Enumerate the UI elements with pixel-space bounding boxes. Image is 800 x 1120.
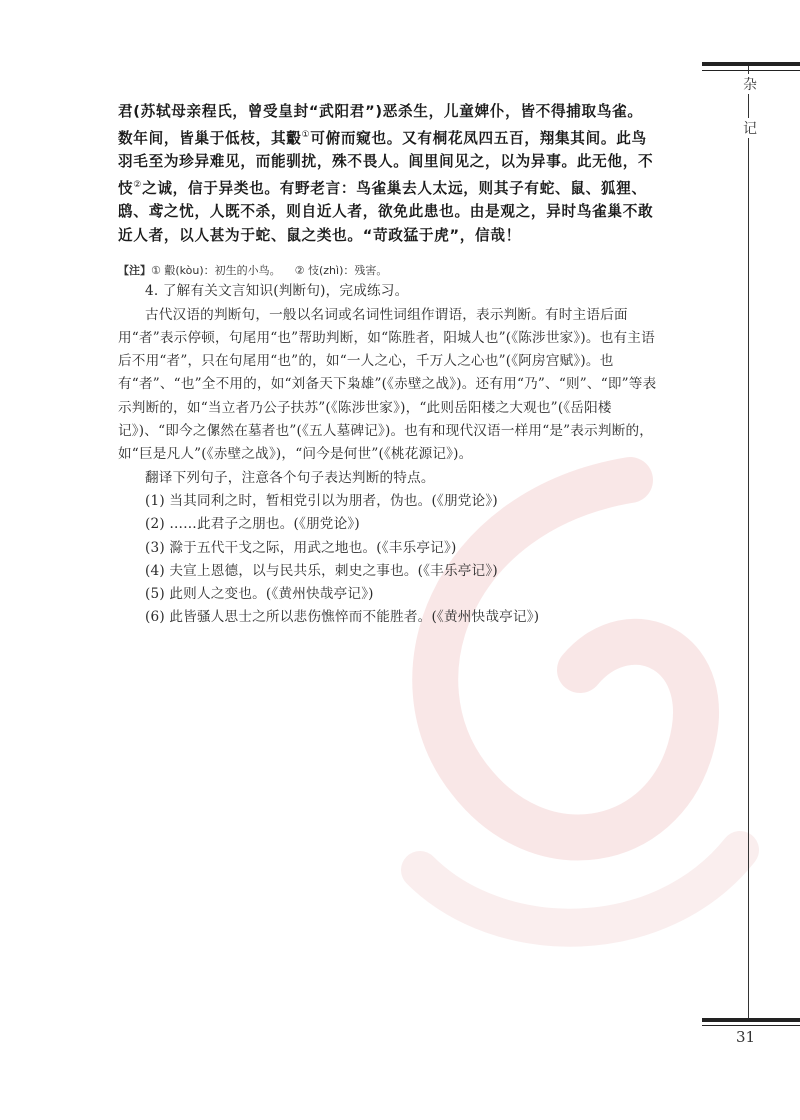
passage-text: 君(苏轼母亲程氏，曾受皇封“武阳君”)恶杀生，儿童婢仆，皆不得捕取鸟雀。数年间，皆巢于低枝，其鷇①可俯而窥也。又有桐花凤四五百，翔集其间。此鸟羽毛至为珍异难见，而能驯扰，殊不畏人。闾里间见之，以为异事。此无他，不忮②之诚，信于异类也。有野老言：鸟雀巢去人太远，则其子有蛇、鼠、狐狸、鸱、鸢之忧，人既不杀，则自近人者，欲免此患也。由是观之，异时鸟雀巢不敢近人者，以人甚为于蛇、鼠之类也。“苛政猛于虎”，信哉！ xyxy=(118,103,654,244)
exercise-section xyxy=(118,280,658,629)
note-1: ① 鷇(kòu)：初生的小鸟。 xyxy=(151,264,281,278)
note-2: ② 忮(zhì)：残害。 xyxy=(294,264,388,278)
note-ref-2: ② xyxy=(133,179,143,190)
margin-line xyxy=(748,66,749,1018)
exercise-instruction: 翻译下列句子，注意各个句子表达判断的特点。 xyxy=(145,469,435,486)
top-rule-thin xyxy=(702,70,800,71)
exercise-item: (2) ……此君子之朋也。(《朋党论》) xyxy=(145,516,360,533)
exercise-explanation: 古代汉语的判断句，一般以名词或名词性词组作谓语，表示判断。有时主语后面用“者”表示停顿，句尾用“也”帮助判断，如“陈胜者，阳城人也”(《陈涉世家》)。也有主语后不用“者”，只在句尾用“也”的，如“一人之心，千万人之心也”(《阿房宫赋》)。也有“者”、“也”全不用的，如“刘备天下枭雄”(《赤壁之战》)。还有用“乃”、“则”、“即”等表示判断的，如“当立者乃公子扶苏”(《陈涉世家》)，“此则岳阳楼之大观也”(《岳阳楼记》)、“即今之傫然在墓者也”(《五人墓碑记》)。也有和现代汉语一样用“是”表示判断的，如“巨是凡人”(《赤壁之战》)，“问今是何世”(《桃花源记》)。 xyxy=(118,306,657,463)
exercise-item: (4) 夫宣上恩德，以与民共乐，刺史之事也。(《丰乐亭记》) xyxy=(145,562,498,579)
top-rule xyxy=(702,62,800,66)
bottom-rule xyxy=(702,1018,800,1022)
footnotes xyxy=(118,262,658,280)
side-label-bottom: 记 xyxy=(735,118,765,138)
side-label-top: 杂 xyxy=(735,74,765,94)
exercise-item: (6) 此皆骚人思士之所以悲伤憔悴而不能胜者。(《黄州快哉亭记》) xyxy=(145,609,540,626)
exercise-item: (5) 此则人之变也。(《黄州快哉亭记》) xyxy=(145,586,374,603)
note-ref-1: ① xyxy=(301,129,311,140)
bottom-rule-thin xyxy=(702,1025,800,1026)
notes-label: 【注】 xyxy=(118,264,151,278)
exercise-item: (1) 当其同利之时，暂相党引以为朋者，伪也。(《朋党论》) xyxy=(145,492,498,509)
page-number: 31 xyxy=(736,1028,756,1046)
exercise-heading: 4. 了解有关文言知识(判断句)，完成练习。 xyxy=(145,283,409,300)
exercise-item: (3) 滁于五代干戈之际，用武之地也。(《丰乐亭记》) xyxy=(145,539,457,556)
page-content xyxy=(118,100,658,630)
